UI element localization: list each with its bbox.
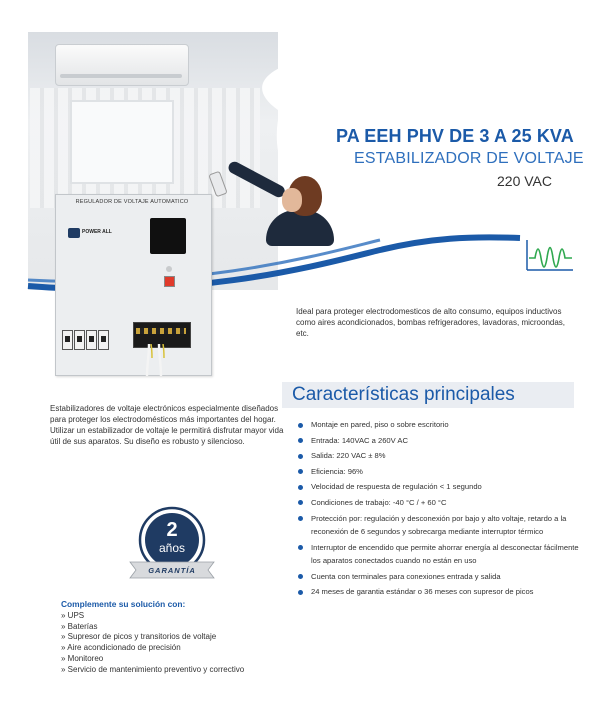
breaker: [98, 330, 109, 350]
feature-item: Cuenta con terminales para conexiones entrada y salida: [296, 570, 586, 583]
regulator-breakers: [62, 330, 108, 348]
complement-item: » Monitoreo: [61, 653, 104, 663]
regulator-indicator-light: [166, 266, 172, 272]
intro-text: Ideal para proteger electrodomesticos de alto consumo, equipos inductivos como aires acondicionados, bombas refrigeradores, lavadoras, microondas, etc.: [296, 307, 566, 338]
bullet-icon: [298, 423, 303, 428]
bullet-icon: [298, 516, 303, 521]
product-title: PA EEH PHV DE 3 A 25 KVA: [336, 126, 574, 146]
bullet-icon: [298, 574, 303, 579]
product-subtitle: ESTABILIZADOR DE VOLTAJE: [354, 150, 584, 167]
complement-item: » Baterías: [61, 621, 98, 631]
sine-waveform-icon: [525, 236, 575, 272]
swoosh-top-mask: [28, 32, 600, 110]
feature-item: Protección por: regulación y desconexión por bajo y alto voltaje, retardo a la reconexión de 6 segundos y sobrecarga mediante interruptor térmico: [296, 512, 586, 539]
regulator-panel-title: REGULADOR DE VOLTAJE AUTOMATICO: [75, 199, 189, 205]
bullet-icon: [298, 454, 303, 459]
breaker: [74, 330, 85, 350]
product-description: Estabilizadores de voltaje electrónicos especialmente diseñados para proteger los electrodomésticos más importantes del hogar. Utilizar un estabilizador de voltaje le permitirá disfrutar mayor vida útil de sus aparatos. Su diseño es robusto y silencioso.: [50, 404, 284, 446]
terminal-strip: [136, 328, 186, 334]
product-voltage: 220 VAC: [497, 173, 552, 189]
feature-item: Condiciones de trabajo: -40 °C / + 60 °C: [296, 496, 586, 509]
complement-item: » Aire acondicionado de precisión: [61, 643, 181, 653]
bullet-icon: [298, 500, 303, 505]
warranty-ribbon-text: GARANTÍA: [148, 566, 196, 575]
bullet-icon: [298, 485, 303, 490]
breaker: [86, 330, 97, 350]
regulator-power-switch: [164, 276, 175, 287]
complement-item: » UPS: [61, 611, 85, 620]
warranty-unit: años: [158, 541, 186, 555]
complement-list: [61, 611, 291, 675]
bullet-icon: [298, 438, 303, 443]
feature-item: 24 meses de garantia estándar o 36 meses con supresor de picos: [296, 585, 586, 598]
person-face: [282, 188, 302, 212]
feature-item: Eficiencia: 96%: [296, 465, 586, 478]
regulator-display: [150, 218, 186, 254]
feature-item: Interruptor de encendido que permite ahorrar energía al desconectar fácilmente los aparatos conectados cuando no están en uso: [296, 541, 586, 568]
feature-item: Montaje en pared, piso o sobre escritorio: [296, 418, 586, 431]
warranty-badge: [128, 506, 216, 584]
bullet-icon: [298, 590, 303, 595]
bullet-icon: [298, 469, 303, 474]
regulator-brand: POWER ALL: [82, 229, 112, 235]
complement-item: » Servicio de mantenimiento preventivo y correctivo: [61, 664, 245, 674]
features-list: [296, 418, 586, 601]
warranty-number: 2: [166, 519, 178, 541]
swoosh-bottom-mask: [277, 120, 600, 300]
cable-wires: [143, 344, 173, 376]
complement-title: Complemente su solución con:: [61, 599, 186, 609]
breaker: [62, 330, 73, 350]
feature-item: Entrada: 140VAC a 260V AC: [296, 434, 586, 447]
brand-logo-icon: [68, 228, 80, 238]
feature-item: Salida: 220 VAC ± 8%: [296, 449, 586, 462]
bullet-icon: [298, 545, 303, 550]
features-heading: Características principales: [292, 384, 515, 405]
feature-item: Velocidad de respuesta de regulación < 1 segundo: [296, 480, 586, 493]
complement-item: » Supresor de picos y transitorios de voltaje: [61, 632, 217, 642]
